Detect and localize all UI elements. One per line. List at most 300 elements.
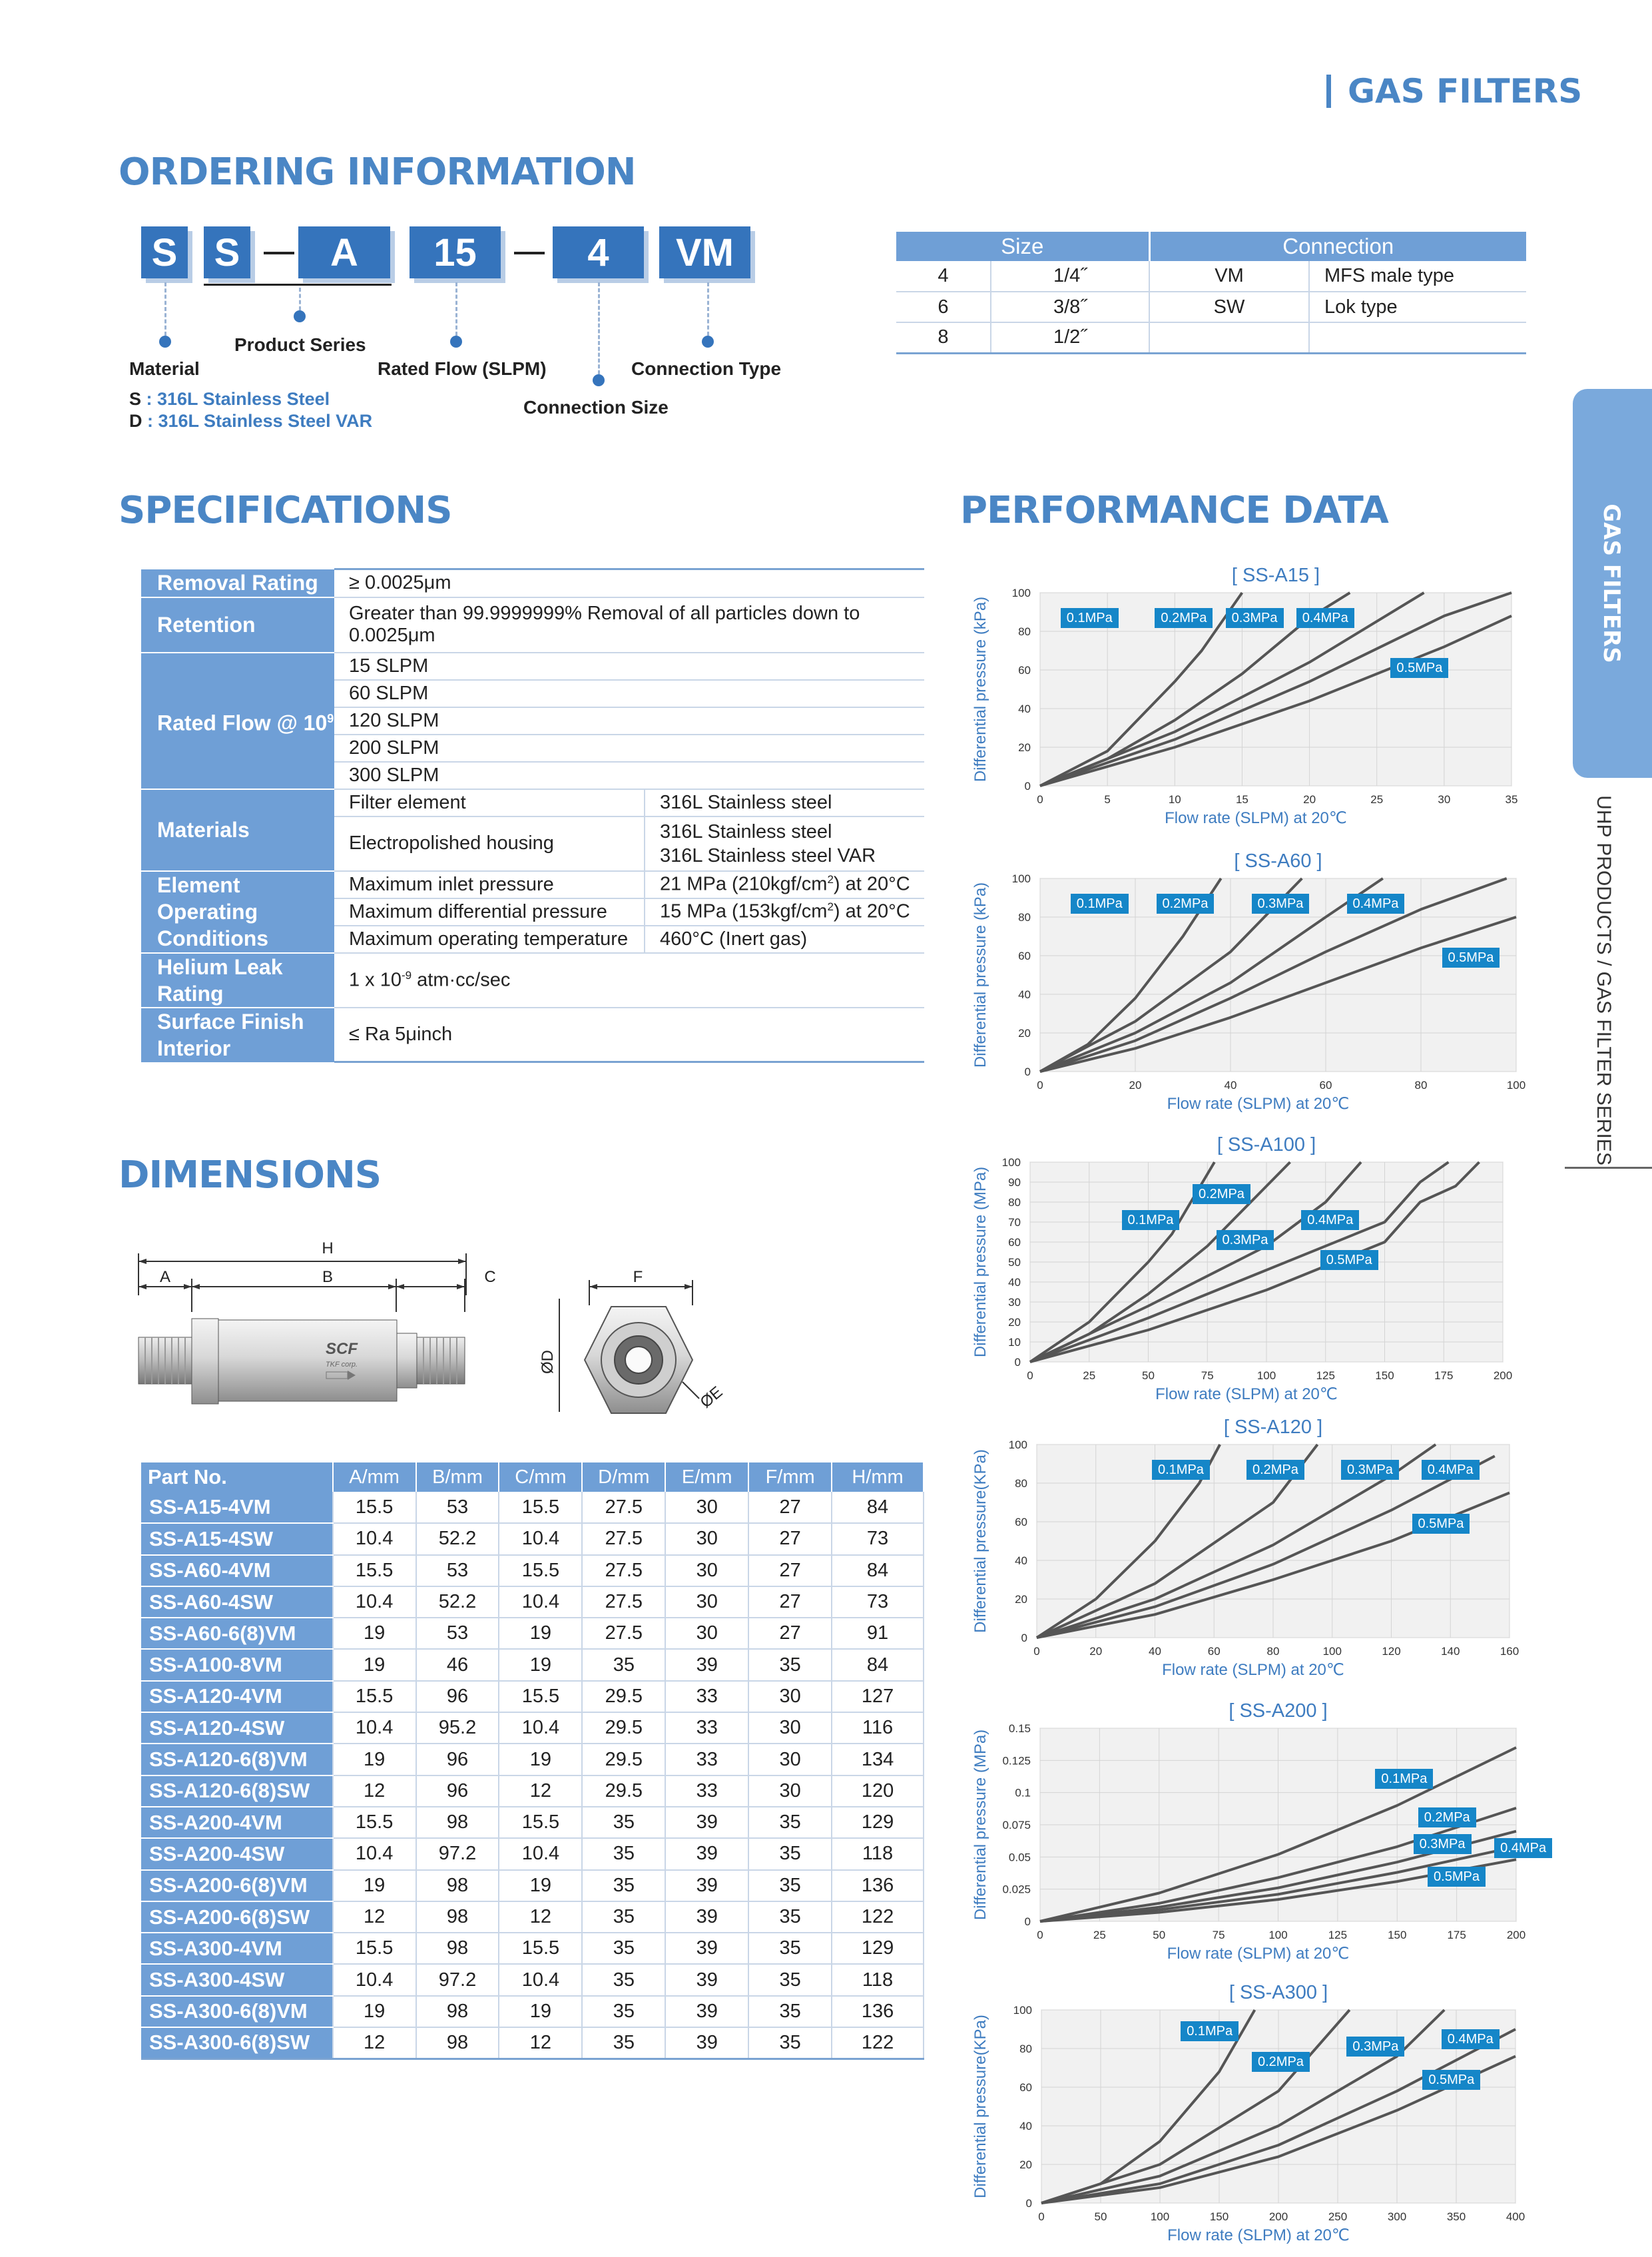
col-header-c: C/mm (499, 1462, 582, 1492)
col-header-e: E/mm (665, 1462, 748, 1492)
dimension-cell: 84 (832, 1555, 924, 1586)
dimension-cell: 53 (416, 1555, 499, 1586)
dimension-cell: 33 (665, 1681, 748, 1712)
x-tick-label: 35 (1505, 793, 1518, 806)
leader-dot (593, 374, 605, 386)
dimension-cell: 96 (416, 1775, 499, 1807)
part-number-cell: SS-A60-4VM (141, 1555, 333, 1586)
dimension-cell: 136 (832, 1870, 924, 1901)
x-tick-label: 140 (1441, 1645, 1460, 1658)
dimension-cell: 15.5 (333, 1492, 416, 1523)
table-row (141, 1712, 924, 1744)
dimension-cell: 73 (832, 1586, 924, 1618)
spec-value-text: 21 MPa (210kgf/cm (660, 873, 828, 895)
dimension-cell: 98 (416, 2027, 499, 2059)
spec-value-flow: 15 SLPM (334, 653, 924, 680)
filter-drawing (127, 1225, 746, 1445)
col-header-d: D/mm (582, 1462, 665, 1492)
table-cell: MFS male type (1309, 261, 1526, 292)
y-tick-label: 60 (1015, 1516, 1027, 1528)
table-row (141, 1523, 924, 1554)
x-tick-label: 20 (1303, 793, 1316, 806)
code-box-series-2: A (298, 226, 390, 278)
dimension-cell: 91 (832, 1618, 924, 1649)
chart-title: [ SS-A200 ] (1229, 1700, 1328, 1722)
y-tick-label: 40 (1019, 2120, 1032, 2132)
spec-item: Filter element (334, 789, 645, 816)
part-number-cell: SS-A300-4VM (141, 1933, 333, 1964)
table-cell: 8 (896, 322, 991, 353)
x-tick-label: 60 (1207, 1645, 1221, 1658)
series-label: 0.3MPa (1346, 2037, 1404, 2057)
y-tick-label: 0.125 (1002, 1754, 1031, 1768)
dimension-cell: 27 (748, 1523, 832, 1554)
part-number-cell: SS-A120-6(8)SW (141, 1775, 333, 1807)
series-label: 0.5MPa (1442, 948, 1500, 968)
leader-line (598, 282, 600, 374)
dimension-cell: 19 (333, 1618, 416, 1649)
size-header: Size (896, 232, 1149, 261)
dimension-cell: 35 (582, 1996, 665, 2027)
dimension-cell: 15.5 (499, 1807, 582, 1838)
y-tick-label: 0 (1021, 1632, 1027, 1644)
ordering-title: ORDERING INFORMATION (119, 151, 636, 194)
dimension-cell: 52.2 (416, 1586, 499, 1618)
code-box-material: S (141, 226, 188, 278)
dimension-cell: 19 (499, 1649, 582, 1680)
code-separator (264, 252, 294, 254)
series-label: 0.5MPa (1390, 658, 1448, 678)
y-tick-label: 20 (1008, 1316, 1021, 1329)
series-label: 0.1MPa (1375, 1769, 1433, 1789)
material-code: S (129, 389, 142, 409)
x-tick-label: 100 (1150, 2210, 1170, 2223)
spec-item: Maximum differential pressure (334, 898, 645, 926)
series-label: 0.2MPa (1252, 2052, 1310, 2072)
chart-1 (960, 850, 1543, 1130)
x-tick-label: 250 (1328, 2210, 1348, 2223)
y-axis-label: Differential pressure (MPa) (971, 1166, 989, 1358)
dimension-cell: 98 (416, 1933, 499, 1964)
dimension-cell: 35 (748, 1838, 832, 1869)
series-label: 0.5MPa (1412, 1514, 1470, 1534)
spec-label-sup: 9 (327, 711, 334, 725)
dimension-cell: 19 (333, 1744, 416, 1775)
dimension-cell: 84 (832, 1649, 924, 1680)
table-cell: 1/4˝ (991, 261, 1149, 292)
dimension-cell: 30 (665, 1492, 748, 1523)
series-label: 0.4MPa (1494, 1838, 1552, 1858)
table-cell: VM (1149, 261, 1309, 292)
spec-value-text: ) at 20°C (833, 900, 910, 922)
dimension-cell: 39 (665, 1996, 748, 2027)
spec-value-removal: ≥ 0.0025μm (334, 569, 924, 597)
table-row (896, 292, 1526, 322)
x-tick-label: 150 (1209, 2210, 1229, 2223)
series-label: 0.3MPa (1217, 1230, 1274, 1250)
material-desc: : 316L Stainless Steel (141, 389, 330, 409)
x-tick-label: 10 (1168, 793, 1181, 806)
series-label: 0.4MPa (1422, 1460, 1480, 1480)
spec-value-text: atm·cc/sec (412, 969, 511, 991)
table-row (141, 1555, 924, 1586)
dimension-cell: 10.4 (333, 1964, 416, 1995)
table-cell: 1/2˝ (991, 322, 1149, 353)
x-tick-label: 25 (1083, 1369, 1096, 1382)
dimension-cell: 97.2 (416, 1964, 499, 1995)
spec-value-sup: 2 (827, 900, 834, 914)
part-number-cell: SS-A200-4SW (141, 1838, 333, 1869)
side-tab-label: GAS FILTERS (1598, 503, 1625, 663)
dimension-cell: 15.5 (499, 1555, 582, 1586)
dimension-cell: 35 (582, 1901, 665, 1933)
series-label: 0.1MPa (1071, 894, 1129, 914)
x-tick-label: 75 (1201, 1369, 1214, 1382)
chart-3 (960, 1417, 1536, 1696)
label-material: Material (129, 358, 200, 379)
leader-line (455, 282, 457, 336)
x-tick-label: 20 (1089, 1645, 1103, 1658)
part-number-cell: SS-A120-4SW (141, 1712, 333, 1744)
y-tick-label: 100 (1001, 1156, 1021, 1169)
dimension-cell: 33 (665, 1712, 748, 1744)
dimension-cell: 118 (832, 1964, 924, 1995)
dimension-cell: 35 (748, 1933, 832, 1964)
x-tick-label: 200 (1506, 1929, 1526, 1941)
dimension-cell: 39 (665, 1870, 748, 1901)
leader-line (707, 282, 709, 336)
spec-value-helium (334, 953, 924, 1008)
series-label: 0.1MPa (1061, 608, 1119, 628)
dim-label-b: B (322, 1268, 334, 1286)
leader-line (164, 282, 166, 336)
table-row (141, 1870, 924, 1901)
dimension-cell: 10.4 (499, 1838, 582, 1869)
x-tick-label: 175 (1447, 1929, 1466, 1941)
spec-value-text: 1 x 10 (349, 969, 402, 991)
dimension-cell: 15.5 (499, 1492, 582, 1523)
dimension-cell: 120 (832, 1775, 924, 1807)
series-label: 0.2MPa (1246, 1460, 1304, 1480)
label-rated-flow: Rated Flow (SLPM) (378, 358, 547, 379)
dimension-cell: 98 (416, 1996, 499, 2027)
spec-value-flow: 60 SLPM (334, 680, 924, 707)
dimension-cell: 29.5 (582, 1775, 665, 1807)
y-tick-label: 100 (1011, 872, 1031, 885)
y-tick-label: 30 (1008, 1296, 1021, 1309)
part-number-cell: SS-A60-6(8)VM (141, 1618, 333, 1649)
table-row (141, 1744, 924, 1775)
x-axis-label: Flow rate (SLPM) at 20℃ (1162, 1661, 1344, 1679)
part-number-cell: SS-A60-4SW (141, 1586, 333, 1618)
series-label: 0.3MPa (1252, 894, 1310, 914)
dimension-cell: 12 (333, 1775, 416, 1807)
dimension-cell: 10.4 (499, 1712, 582, 1744)
x-tick-label: 150 (1388, 1929, 1407, 1941)
y-tick-label: 10 (1008, 1336, 1021, 1349)
dimension-cell: 27.5 (582, 1555, 665, 1586)
x-tick-label: 400 (1506, 2210, 1525, 2223)
dimension-cell: 35 (748, 1964, 832, 1995)
y-tick-label: 20 (1019, 2158, 1032, 2171)
x-tick-label: 50 (1142, 1369, 1155, 1382)
side-divider (1565, 1167, 1652, 1169)
table-row (141, 1901, 924, 1933)
part-number-cell: SS-A15-4VM (141, 1492, 333, 1523)
dimension-cell: 27.5 (582, 1492, 665, 1523)
chart-0 (960, 565, 1538, 844)
dimension-cell: 35 (748, 2027, 832, 2059)
performance-title: PERFORMANCE DATA (960, 489, 1388, 532)
x-tick-label: 0 (1037, 1079, 1043, 1092)
dimension-cell: 15.5 (333, 1933, 416, 1964)
dimension-cell: 35 (748, 1996, 832, 2027)
dimension-cell: 98 (416, 1901, 499, 1933)
dimension-cell: 35 (748, 1649, 832, 1680)
spec-value-flow: 300 SLPM (334, 762, 924, 789)
spec-value: 460°C (Inert gas) (645, 926, 924, 953)
table-row (896, 322, 1526, 353)
dimensions-body (141, 1492, 924, 2059)
x-tick-label: 30 (1438, 793, 1451, 806)
y-tick-label: 0 (1024, 780, 1031, 793)
x-tick-label: 5 (1104, 793, 1111, 806)
y-axis-label: Differential pressure (MPa) (971, 1729, 989, 1921)
x-axis-label: Flow rate (SLPM) at 20℃ (1167, 1095, 1350, 1113)
leader-dot (702, 336, 714, 348)
table-row (141, 1964, 924, 1995)
table-row (141, 1807, 924, 1838)
table-cell: Lok type (1309, 292, 1526, 322)
spec-label-text: Rated Flow @ 10 (157, 711, 328, 735)
y-tick-label: 60 (1008, 1236, 1021, 1249)
dimension-cell: 30 (748, 1775, 832, 1807)
dimension-cell: 35 (582, 2027, 665, 2059)
y-tick-label: 0.05 (1008, 1851, 1031, 1864)
x-tick-label: 0 (1033, 1645, 1040, 1658)
x-tick-label: 0 (1037, 1929, 1043, 1941)
dimension-cell: 30 (748, 1681, 832, 1712)
x-tick-label: 60 (1319, 1079, 1332, 1092)
series-label: 0.4MPa (1301, 1210, 1359, 1230)
series-label: 0.1MPa (1122, 1210, 1180, 1230)
y-tick-label: 100 (1013, 2004, 1032, 2017)
series-label: 0.2MPa (1418, 1807, 1476, 1827)
x-tick-label: 15 (1235, 793, 1248, 806)
dimension-cell: 39 (665, 1901, 748, 1933)
x-tick-label: 50 (1094, 2210, 1107, 2223)
spec-label-retention: Retention (141, 597, 334, 653)
x-tick-label: 0 (1037, 793, 1043, 806)
dimension-cell: 10.4 (333, 1838, 416, 1869)
dimension-cell: 136 (832, 1996, 924, 2027)
dimension-cell: 35 (582, 1933, 665, 1964)
dimension-cell: 19 (499, 1870, 582, 1901)
spec-value-retention: Greater than 99.9999999% Removal of all particles down to 0.0025μm (334, 597, 924, 653)
dimension-cell: 35 (582, 1964, 665, 1995)
dimension-cell: 12 (499, 1775, 582, 1807)
table-row (141, 1586, 924, 1618)
y-tick-label: 20 (1018, 1027, 1031, 1040)
dimension-cell: 39 (665, 1649, 748, 1680)
dimension-cell: 15.5 (499, 1681, 582, 1712)
dimension-cell: 19 (499, 1996, 582, 2027)
dimension-cell: 19 (499, 1744, 582, 1775)
spec-value: 316L Stainless steel VAR (660, 844, 876, 866)
code-separator (514, 252, 545, 254)
dimension-cell: 10.4 (499, 1523, 582, 1554)
dimension-cell: 27.5 (582, 1618, 665, 1649)
y-tick-label: 40 (1018, 703, 1031, 715)
x-tick-label: 100 (1256, 1369, 1276, 1382)
table-cell: 3/8˝ (991, 292, 1149, 322)
dimension-cell: 19 (499, 1618, 582, 1649)
dimension-cell: 29.5 (582, 1712, 665, 1744)
x-tick-label: 100 (1322, 1645, 1342, 1658)
y-axis-label: Differential pressure(KPa) (971, 2015, 989, 2198)
dimension-cell: 30 (748, 1712, 832, 1744)
dim-label-h: H (322, 1239, 334, 1257)
dimension-cell: 27 (748, 1586, 832, 1618)
spec-value (645, 898, 924, 926)
dimensions-header-row (141, 1462, 924, 1492)
specifications-table (141, 568, 924, 1063)
part-number-cell: SS-A200-4VM (141, 1807, 333, 1838)
x-tick-label: 100 (1268, 1929, 1288, 1941)
x-tick-label: 25 (1370, 793, 1384, 806)
y-tick-label: 90 (1008, 1176, 1021, 1189)
drawing-logo-sub: TKF corp. (325, 1361, 358, 1369)
part-number-cell: SS-A120-4VM (141, 1681, 333, 1712)
dimension-cell: 33 (665, 1744, 748, 1775)
col-header-f: F/mm (748, 1462, 832, 1492)
x-axis-label: Flow rate (SLPM) at 20℃ (1155, 1385, 1338, 1403)
material-code: D (129, 411, 142, 431)
series-label: 0.4MPa (1296, 608, 1354, 628)
dimension-cell: 46 (416, 1649, 499, 1680)
series-label: 0.5MPa (1422, 2070, 1480, 2090)
series-label: 0.2MPa (1155, 608, 1213, 628)
y-axis-label: Differential pressure (kPa) (971, 596, 989, 783)
leader-dot (294, 310, 306, 322)
table-row (141, 1838, 924, 1869)
col-header-a: A/mm (333, 1462, 416, 1492)
spec-value-text: 15 MPa (153kgf/cm (660, 900, 828, 922)
table-cell: 6 (896, 292, 991, 322)
series-underline (204, 284, 392, 286)
table-row (141, 1618, 924, 1649)
dimension-cell: 73 (832, 1523, 924, 1554)
x-tick-label: 125 (1316, 1369, 1335, 1382)
label-connection-size: Connection Size (523, 397, 669, 418)
series-label: 0.2MPa (1193, 1184, 1250, 1204)
spec-value-text: ) at 20°C (833, 873, 910, 895)
label-product-series: Product Series (234, 334, 366, 355)
chart-5 (960, 1982, 1542, 2257)
x-tick-label: 20 (1129, 1079, 1142, 1092)
series-label: 0.1MPa (1181, 2021, 1239, 2041)
dimension-cell: 33 (665, 1775, 748, 1807)
dimension-cell: 118 (832, 1838, 924, 1869)
y-tick-label: 100 (1011, 587, 1031, 599)
y-tick-label: 80 (1008, 1196, 1021, 1209)
dimension-cell: 12 (333, 2027, 416, 2059)
table-cell (1149, 322, 1309, 353)
part-number-cell: SS-A300-6(8)SW (141, 2027, 333, 2059)
size-connection-table (896, 232, 1526, 354)
series-label: 0.2MPa (1157, 894, 1215, 914)
x-tick-label: 100 (1506, 1079, 1526, 1092)
y-tick-label: 0 (1024, 1066, 1031, 1078)
material-option-s (129, 389, 330, 410)
dimension-cell: 10.4 (333, 1586, 416, 1618)
y-tick-label: 40 (1015, 1554, 1027, 1567)
y-tick-label: 50 (1008, 1256, 1021, 1269)
y-tick-label: 60 (1019, 2081, 1032, 2094)
series-label: 0.4MPa (1347, 894, 1405, 914)
dimension-cell: 35 (748, 1807, 832, 1838)
x-axis-label: Flow rate (SLPM) at 20℃ (1165, 809, 1347, 827)
spec-label-rated-flow (141, 653, 334, 789)
dimensions-table (141, 1462, 924, 2060)
dimension-cell: 35 (582, 1649, 665, 1680)
specifications-title: SPECIFICATIONS (119, 489, 452, 532)
dimension-cell: 10.4 (333, 1712, 416, 1744)
y-tick-label: 0.025 (1002, 1883, 1031, 1896)
col-header-part-no: Part No. (141, 1462, 333, 1492)
dimension-cell: 122 (832, 2027, 924, 2059)
dimension-cell: 129 (832, 1933, 924, 1964)
x-tick-label: 0 (1038, 2210, 1045, 2223)
table-row (141, 1775, 924, 1807)
dimension-cell: 35 (582, 1838, 665, 1869)
dimension-cell: 30 (665, 1618, 748, 1649)
code-box-series-1: S (204, 226, 250, 278)
dimension-cell: 12 (499, 2027, 582, 2059)
drawing-logo: SCF (326, 1340, 358, 1358)
y-tick-label: 70 (1008, 1216, 1021, 1229)
dimension-cell: 35 (582, 1807, 665, 1838)
y-tick-label: 40 (1018, 988, 1031, 1001)
spec-value-sup: -9 (402, 968, 412, 982)
spec-value (645, 871, 924, 898)
part-number-cell: SS-A120-6(8)VM (141, 1744, 333, 1775)
dim-label-c: C (484, 1268, 496, 1286)
y-tick-label: 80 (1018, 911, 1031, 924)
y-tick-label: 0.075 (1002, 1819, 1031, 1831)
x-axis-label: Flow rate (SLPM) at 20℃ (1167, 2226, 1350, 2244)
series-label: 0.3MPa (1341, 1460, 1399, 1480)
label-connection-type: Connection Type (631, 358, 782, 379)
spec-label-surface: Surface Finish Interior (141, 1008, 334, 1062)
y-tick-label: 0 (1014, 1356, 1021, 1369)
dim-label-f: F (633, 1268, 643, 1286)
dimension-cell: 10.4 (499, 1964, 582, 1995)
dim-label-a: A (159, 1268, 171, 1286)
part-number-cell: SS-A300-4SW (141, 1964, 333, 1995)
dimension-cell: 96 (416, 1681, 499, 1712)
connection-header: Connection (1149, 232, 1526, 261)
dimension-cell: 15.5 (333, 1681, 416, 1712)
dimension-cell: 27 (748, 1492, 832, 1523)
x-tick-label: 25 (1093, 1929, 1106, 1941)
x-tick-label: 300 (1387, 2210, 1407, 2223)
dimension-cell: 52.2 (416, 1523, 499, 1554)
dimension-cell: 30 (665, 1555, 748, 1586)
series-label: 0.3MPa (1414, 1834, 1472, 1854)
x-tick-label: 80 (1414, 1079, 1428, 1092)
dimension-cell: 29.5 (582, 1744, 665, 1775)
